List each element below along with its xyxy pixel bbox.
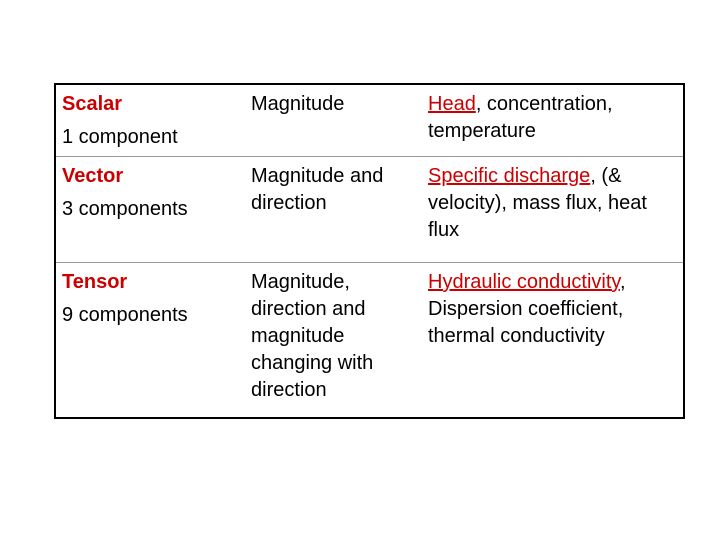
table-row-scalar (55, 84, 684, 157)
example-rest: , concentration, temperature (428, 93, 613, 142)
example-link-head[interactable]: Head (428, 93, 476, 115)
example-rest: , (& velocity), mass flux, heat flux (428, 165, 647, 241)
type-cell (55, 263, 245, 419)
component-count: 1 component (62, 126, 178, 148)
example-link-hydraulic-conductivity[interactable]: Hydraulic conductivity (428, 271, 620, 293)
table-row-tensor (55, 263, 684, 419)
type-cell (55, 84, 245, 157)
examples-cell (422, 84, 684, 157)
quantity-types-table (54, 83, 685, 419)
description-cell: Magnitude (251, 93, 345, 115)
description-cell: Magnitude and direction (245, 157, 422, 263)
examples-cell (422, 263, 684, 419)
type-cell (55, 157, 245, 263)
type-name: Tensor (62, 271, 128, 293)
example-link-specific-discharge[interactable]: Specific discharge (428, 165, 591, 187)
component-count: 3 components (62, 198, 188, 220)
type-name: Vector (62, 165, 124, 187)
component-count: 9 components (62, 304, 188, 326)
examples-cell (422, 157, 684, 263)
table-row-vector (55, 157, 684, 263)
type-name: Scalar (62, 93, 123, 115)
description-cell: Magnitude, direction and magnitude changing with direction (245, 263, 422, 419)
example-rest: , Dispersion coefficient, thermal conductivity (428, 271, 626, 347)
